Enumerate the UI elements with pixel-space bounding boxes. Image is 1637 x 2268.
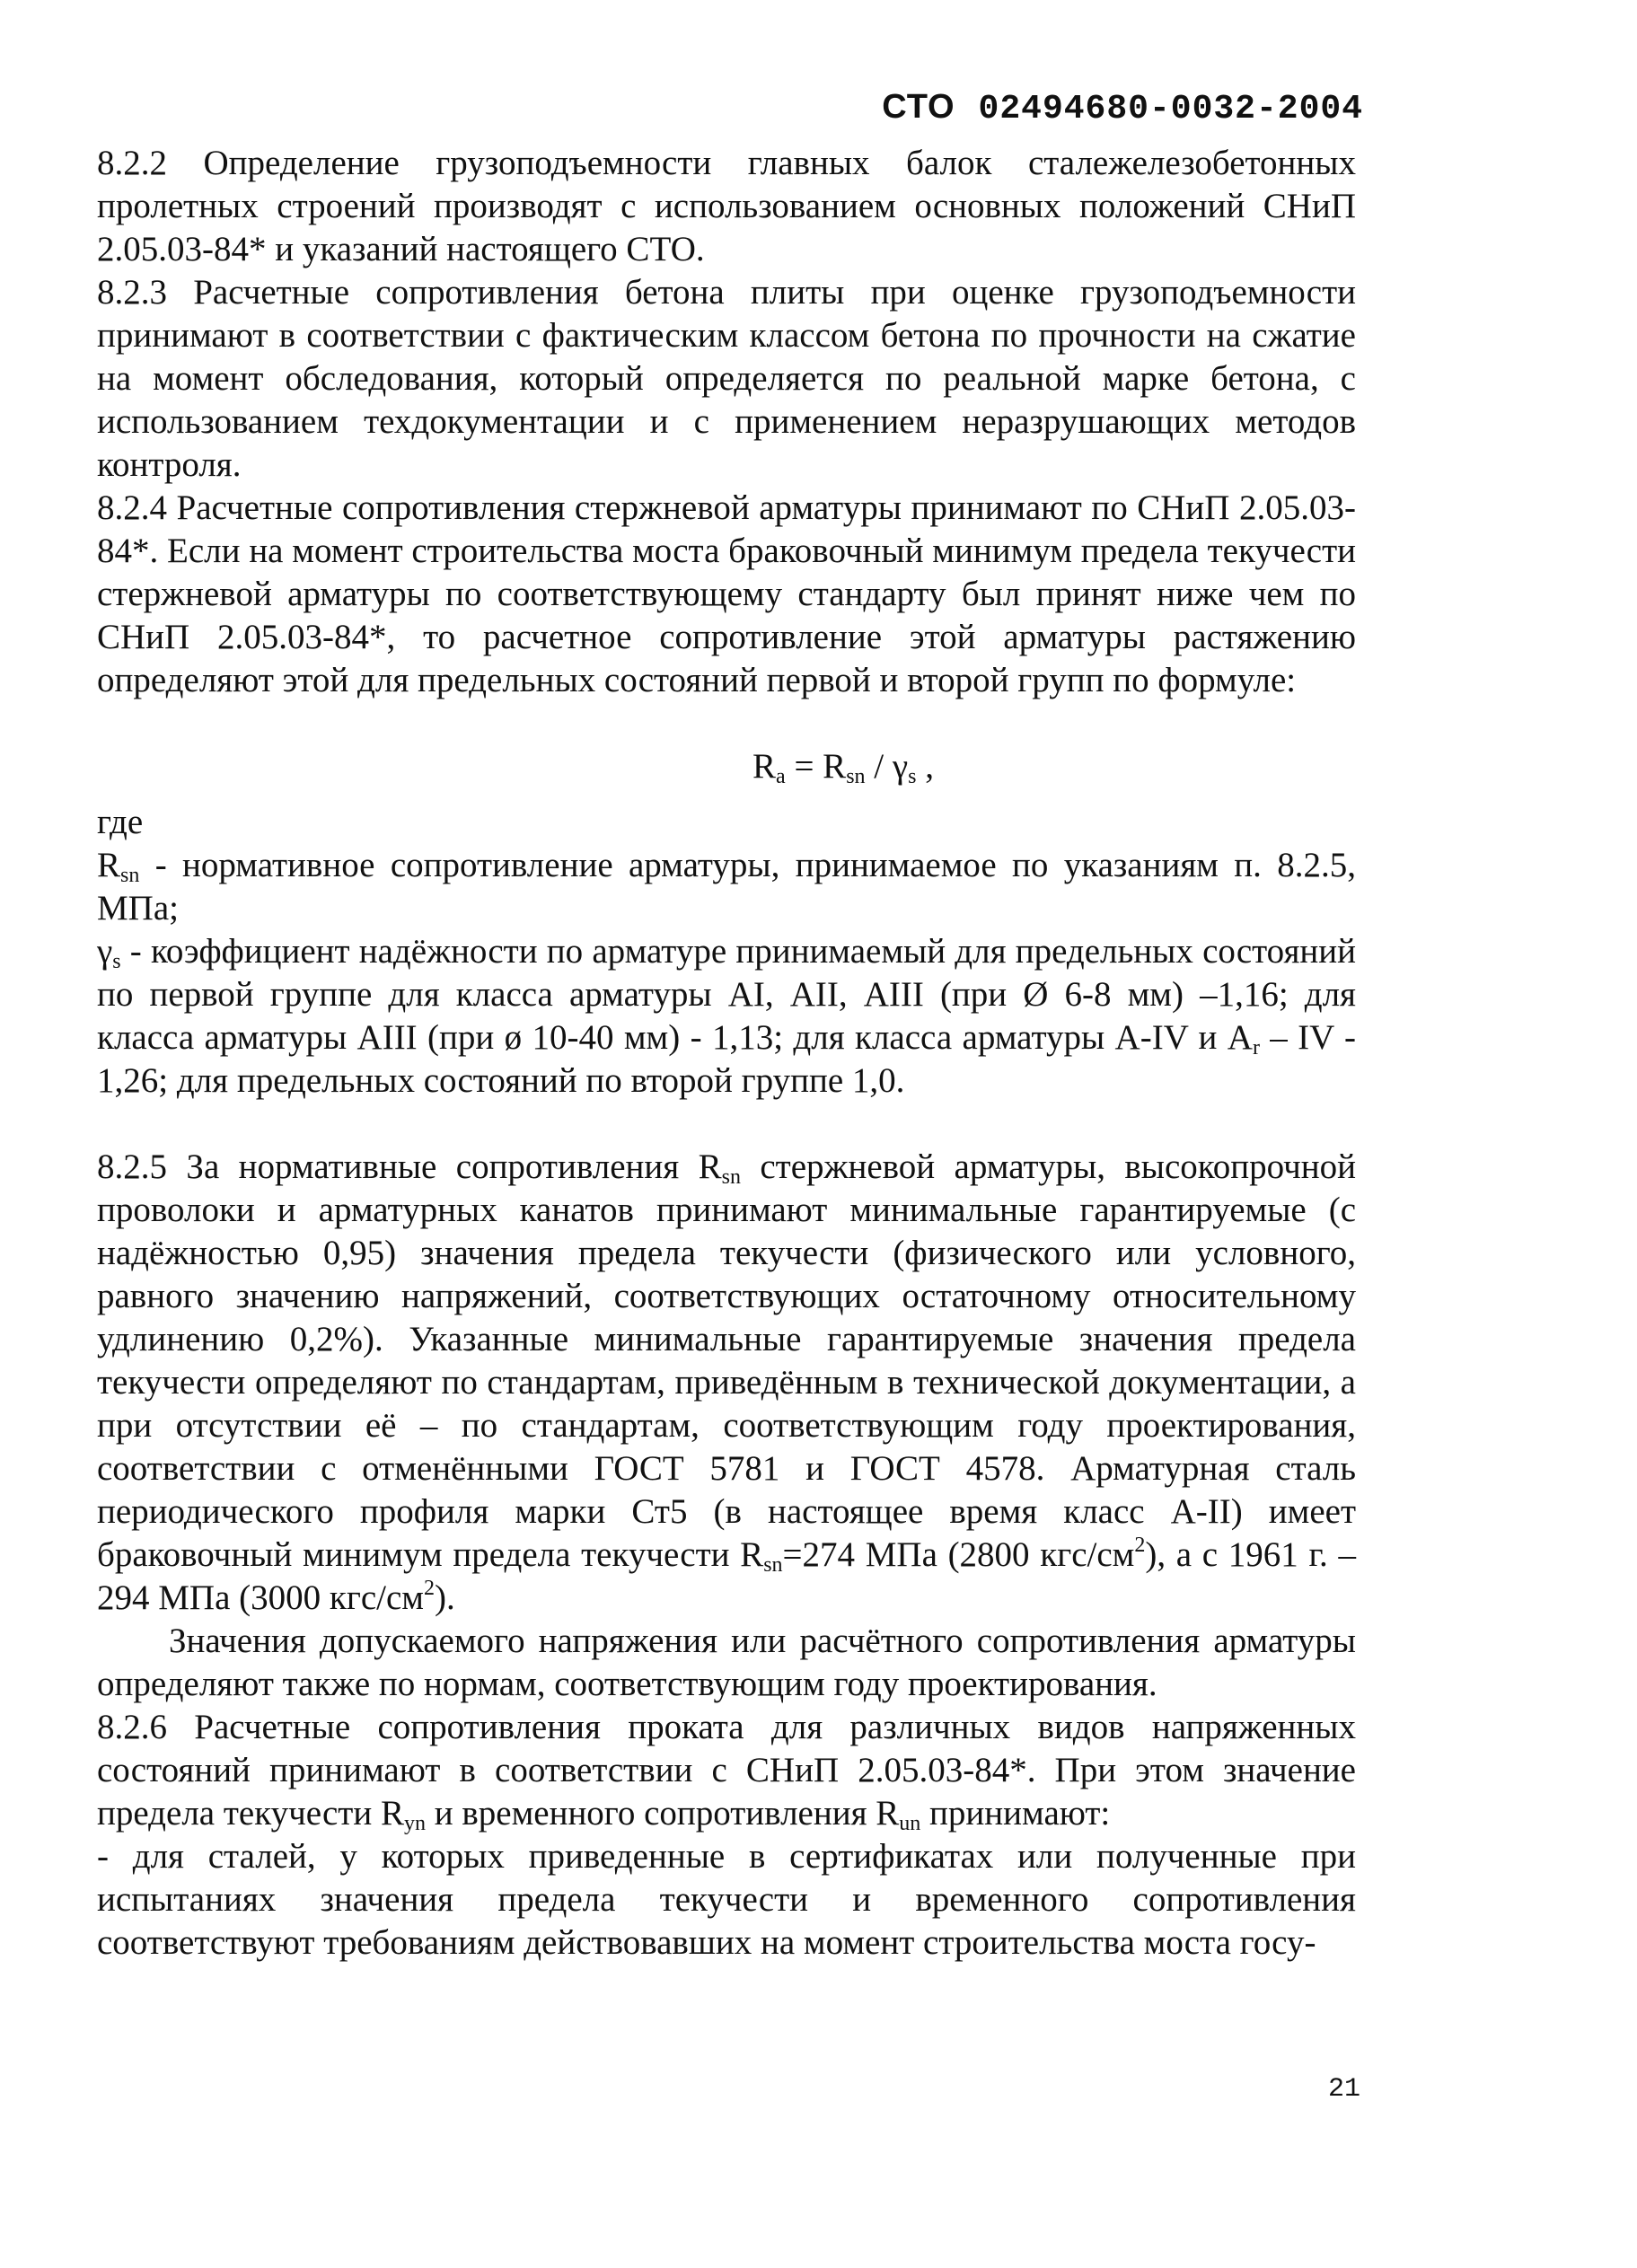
- paragraph-8-2-3: 8.2.3 Расчетные сопротивления бетона плиты при оценке грузоподъемности принимают в соответствии с фактическим классом бетона по прочности на сжатие на момент обследования, который определяется по реальной марке бетона, с использованием техдокументации и с применением неразрушающих методов контроля.: [97, 273, 1356, 484]
- standard-number: 02494680-0032-2004: [978, 90, 1363, 128]
- paragraph-8-2-5-continued: Значения допускаемого напряжения или расчётного сопротивления арматуры определяют также по нормам, соответствующим году проектирования.: [97, 1622, 1356, 1703]
- definition-gamma-s: $\gamma_s$ - коэффициент надёжности по арматуре принимаемый для предельных состояний по первой группе для класса арматуры АI, АII, АIII (при Ø 6-8 мм) –1,16; для класса арматуры АIII (при ø 10-40 мм) - 1,13; для класса арматуры А-IV и $А_r$ – IV - 1,26; для предельных состояний по второй группе 1,0.: [97, 932, 1356, 1100]
- paragraph-8-2-6-list-item: - для сталей, у которых приведенные в сертификатах или полученные при испытаниях значения предела текучести и временного сопротивления соответствуют требованиям действовавших на момент строительства моста госу-: [97, 1837, 1356, 1962]
- paragraph-8-2-5: 8.2.5 За нормативные сопротивления $R_{sn}$ стержневой арматуры, высокопрочной проволоки и арматурных канатов принимают минимальные гарантируемые (с надёжностью 0,95) значения предела текучести (физического или условного, равного значению напряжений, соответствующих остаточному относительному удлинению 0,2%). Указанные минимальные гарантируемые значения предела текучести определяют по стандартам, приведённым в технической документации, а при отсутствии её – по стандартам, соответствующим году проектирования, соответствии с отменёнными ГОСТ 5781 и ГОСТ 4578. Арматурная сталь периодического профиля марки Ст5 (в настоящее время класс А-II) имеет браковочный минимум предела текучести $R_{sn}=274$ МПа (2800 кгс/$см^2$), а с 1961 г. – 294 МПа (3000 кгс/$см^2$).: [97, 1147, 1356, 1617]
- document-body: [97, 142, 1356, 1965]
- page-number: 21: [1327, 2074, 1360, 2105]
- definition-rsn: $R_{sn}$ - нормативное сопротивление арматуры, принимаемое по указаниям п. 8.2.5, МПа;: [97, 846, 1356, 927]
- document-header: [882, 88, 1363, 128]
- paragraph-8-2-4: 8.2.4 Расчетные сопротивления стержневой арматуры принимают по СНиП 2.05.03-84*. Если на момент строительства моста браковочный минимум предела текучести стержневой арматуры по соответствующему стандарту был принят ниже чем по СНиП 2.05.03-84*, то расчетное сопротивление этой арматуры растяжению определяют этой для предельных состояний первой и второй групп по формуле:: [97, 488, 1356, 699]
- standard-org: СТО: [882, 88, 955, 126]
- formula: $R_a = R_{sn} / \gamma_s$ ,: [752, 747, 934, 788]
- paragraph-8-2-6: 8.2.6 Расчетные сопротивления проката для различных видов напряженных состояний принимают в соответствии с СНиП 2.05.03-84*. При этом значение предела текучести $R_{yn}$ и временного сопротивления $R_{un}$ принимают:: [97, 1708, 1356, 1835]
- paragraph-8-2-2: 8.2.2 Определение грузоподъемности главных балок сталежелезобетонных пролетных строений производят с использованием основных положений СНиП 2.05.03-84* и указаний настоящего СТО.: [97, 144, 1356, 268]
- where-label: где: [97, 803, 144, 841]
